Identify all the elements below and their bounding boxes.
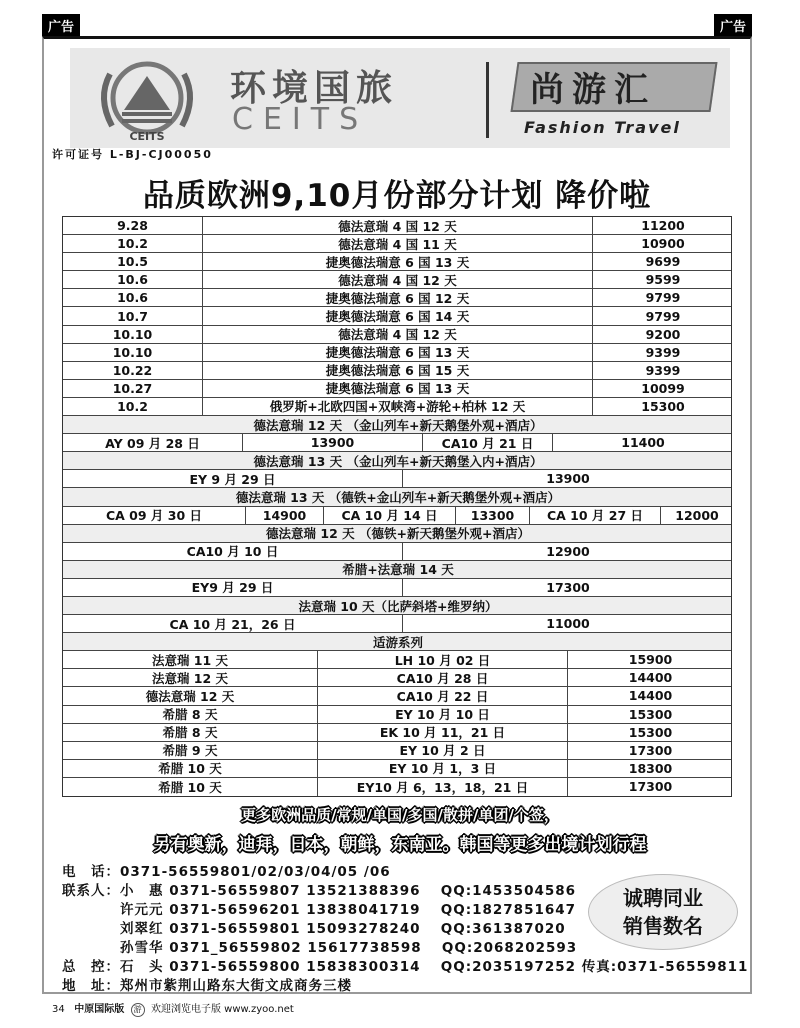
table-row bbox=[63, 362, 731, 380]
table-cell: 15300 bbox=[628, 706, 673, 722]
table-cell: 9599 bbox=[645, 272, 681, 288]
license-number: 许可证号 L-BJ-CJ00050 bbox=[52, 148, 213, 161]
section-header-row bbox=[63, 488, 731, 506]
table-cell: 13900 bbox=[546, 471, 590, 487]
table-cell: 11400 bbox=[621, 435, 665, 451]
table-cell: 11000 bbox=[546, 616, 590, 632]
table-cell: 15300 bbox=[641, 398, 685, 414]
table-row bbox=[63, 615, 731, 633]
table-cell: 法意瑞 12 天 bbox=[63, 669, 318, 686]
table-row bbox=[63, 742, 731, 760]
table-cell: 捷奥德法瑞意 6 国 14 天 bbox=[203, 307, 593, 324]
table-cell: 法意瑞 10 天（比萨斜塔+维罗纳） bbox=[298, 598, 498, 614]
table-row bbox=[63, 706, 731, 724]
table-row bbox=[63, 217, 731, 235]
section-name: 中原国际版 bbox=[74, 1004, 125, 1015]
table-cell: 捷奥德法瑞意 6 国 13 天 bbox=[203, 344, 593, 361]
table-cell: 捷奥德法瑞意 6 国 12 天 bbox=[203, 289, 593, 306]
badge-name-cn: 尚游汇 bbox=[530, 70, 656, 110]
section-header-row bbox=[63, 525, 731, 543]
table-cell: 10.5 bbox=[63, 253, 203, 270]
table-cell: LH 10 月 02 日 bbox=[318, 651, 568, 668]
table-row bbox=[63, 724, 731, 742]
contact-person-1: 联系人：小 惠 0371-56559807 13521388396 QQ:1453504586 bbox=[62, 883, 577, 899]
table-cell: CA 09 月 30 日 bbox=[63, 507, 246, 524]
ad-tag-left: 广告 bbox=[42, 14, 80, 36]
table-cell: 10.6 bbox=[63, 271, 203, 288]
emblem-text: CEITS bbox=[129, 130, 165, 142]
table-cell: AY 09 月 28 日 bbox=[63, 434, 243, 451]
itinerary-table bbox=[62, 216, 732, 797]
table-cell: 12900 bbox=[546, 543, 590, 559]
table-cell: 德法意瑞 12 天 （金山列车+新天鹅堡外观+酒店） bbox=[253, 417, 543, 433]
promo-line-2: 另有奥新，迪拜，日本，朝鲜，东南亚。韩国等更多出境计划行程 bbox=[153, 835, 647, 855]
table-cell: 9799 bbox=[645, 308, 681, 324]
table-cell: 德法意瑞 12 天 bbox=[63, 687, 318, 704]
table-cell: 希腊+法意瑞 14 天 bbox=[342, 562, 454, 578]
table-cell: EY 10 月 1，3 日 bbox=[318, 760, 568, 777]
table-cell: 俄罗斯+北欧四国+双峡湾+游轮+柏林 12 天 bbox=[203, 398, 593, 415]
table-row bbox=[63, 579, 731, 597]
table-cell: 10900 bbox=[641, 236, 685, 252]
table-cell: 希腊 10 天 bbox=[63, 760, 318, 777]
table-cell: 希腊 10 天 bbox=[63, 778, 318, 796]
section-header-row bbox=[63, 633, 731, 651]
table-row bbox=[63, 760, 731, 778]
table-cell: CA 10 月 14 日 bbox=[324, 507, 456, 524]
table-cell: 10.22 bbox=[63, 362, 203, 379]
table-cell: 10.6 bbox=[63, 289, 203, 306]
table-cell: 10.7 bbox=[63, 307, 203, 324]
table-cell: 18300 bbox=[628, 760, 673, 776]
brand-name-en: CEITS bbox=[232, 102, 369, 137]
table-cell: 10.2 bbox=[63, 235, 203, 252]
divider bbox=[486, 62, 489, 138]
footer-text: 欢迎浏览电子版 www.zyoo.net bbox=[151, 1004, 294, 1015]
table-cell: CA10 月 21 日 bbox=[423, 434, 553, 451]
table-cell: 10.27 bbox=[63, 380, 203, 397]
table-cell: 10099 bbox=[641, 380, 685, 396]
table-cell: 11200 bbox=[641, 218, 685, 234]
table-cell: 捷奥德法瑞意 6 国 15 天 bbox=[203, 362, 593, 379]
table-cell: 9699 bbox=[645, 254, 681, 270]
table-cell: 德法意瑞 13 天 （德铁+金山列车+新天鹅堡外观+酒店） bbox=[235, 489, 561, 505]
table-cell: 9.28 bbox=[63, 217, 203, 234]
contact-phone: 电 话：0371-56559801/02/03/04/05 /06 bbox=[62, 864, 391, 880]
table-row bbox=[63, 289, 731, 307]
table-cell: EY 10 月 2 日 bbox=[318, 742, 568, 759]
table-cell: CA10 月 10 日 bbox=[63, 543, 403, 560]
table-cell: 14900 bbox=[246, 507, 324, 524]
table-cell: 德法意瑞 13 天 （金山列车+新天鹅堡入内+酒店） bbox=[253, 453, 543, 469]
table-cell: 10.10 bbox=[63, 326, 203, 343]
table-cell: 9200 bbox=[645, 326, 681, 342]
table-row bbox=[63, 651, 731, 669]
table-cell: 希腊 9 天 bbox=[63, 742, 318, 759]
table-cell: 17300 bbox=[628, 742, 673, 758]
table-row bbox=[63, 235, 731, 253]
table-cell: 9799 bbox=[645, 290, 681, 306]
table-cell: 12000 bbox=[675, 507, 719, 523]
recruit-bubble bbox=[588, 874, 738, 950]
page-footer bbox=[52, 1000, 294, 1017]
section-header-row bbox=[63, 597, 731, 615]
logo-banner bbox=[70, 48, 730, 148]
table-cell: 17300 bbox=[628, 779, 673, 795]
table-cell: EY9 月 29 日 bbox=[63, 579, 403, 596]
table-cell: 德法意瑞 4 国 12 天 bbox=[203, 271, 593, 288]
table-row bbox=[63, 434, 731, 452]
table-row bbox=[63, 307, 731, 325]
table-row bbox=[63, 470, 731, 488]
brand-name-cn: 环境国旅 bbox=[230, 68, 399, 109]
table-cell: CA10 月 28 日 bbox=[318, 669, 568, 686]
table-cell: 德法意瑞 4 国 12 天 bbox=[203, 326, 593, 343]
table-row bbox=[63, 380, 731, 398]
table-row bbox=[63, 271, 731, 289]
section-header-row bbox=[63, 561, 731, 579]
table-row bbox=[63, 344, 731, 362]
table-cell: CA10 月 22 日 bbox=[318, 687, 568, 704]
table-row bbox=[63, 669, 731, 687]
table-cell: 希腊 8 天 bbox=[63, 706, 318, 723]
table-cell: 15300 bbox=[628, 724, 673, 740]
table-cell: 10.2 bbox=[63, 398, 203, 415]
badge-name-en: Fashion Travel bbox=[524, 118, 681, 137]
ad-tag-right: 广告 bbox=[714, 14, 752, 36]
recruit-line-1: 诚聘同业 bbox=[623, 886, 703, 910]
table-cell: 法意瑞 11 天 bbox=[63, 651, 318, 668]
contact-person-2: 许元元 0371-56596201 13838041719 QQ:1827851647 bbox=[62, 902, 577, 918]
section-header-row bbox=[63, 452, 731, 470]
table-cell: 德法意瑞 4 国 12 天 bbox=[203, 217, 593, 234]
table-row bbox=[63, 687, 731, 705]
contact-address: 地 址：郑州市紫荆山路东大街文成商务三楼 bbox=[62, 978, 352, 994]
table-cell: 10.10 bbox=[63, 344, 203, 361]
table-row bbox=[63, 253, 731, 271]
table-cell: 13300 bbox=[456, 507, 530, 524]
table-cell: 9399 bbox=[645, 362, 681, 378]
promo-line-1: 更多欧洲品质/常规/单国/多国/散拼/单团/个签， bbox=[241, 806, 559, 824]
contact-general: 总 控：石 头 0371-56559800 15838300314 QQ:2035197252 传真:0371-56559811 bbox=[62, 959, 749, 975]
table-cell: EY10 月 6，13，18，21 日 bbox=[318, 778, 568, 796]
table-cell: 德法意瑞 12 天 （德铁+新天鹅堡外观+酒店） bbox=[266, 526, 530, 542]
page-number: 34 bbox=[52, 1004, 65, 1015]
table-cell: CA 10 月 27 日 bbox=[530, 507, 661, 524]
table-cell: EY 9 月 29 日 bbox=[63, 470, 403, 487]
table-row bbox=[63, 543, 731, 561]
section-header-row bbox=[63, 416, 731, 434]
table-row bbox=[63, 507, 731, 525]
contact-person-4: 孙雪华 0371_56559802 15617738598 QQ:2068202593 bbox=[62, 940, 578, 956]
table-cell: 15900 bbox=[628, 652, 673, 668]
table-row bbox=[63, 398, 731, 416]
table-cell: 捷奥德法瑞意 6 国 13 天 bbox=[203, 253, 593, 270]
footer-mark-icon: 游 bbox=[131, 1003, 145, 1017]
table-cell: 14400 bbox=[628, 670, 673, 686]
table-cell: EK 10 月 11，21 日 bbox=[318, 724, 568, 741]
table-cell: 14400 bbox=[628, 688, 673, 704]
table-cell: CA 10 月 21，26 日 bbox=[63, 615, 403, 632]
table-cell: EY 10 月 10 日 bbox=[318, 706, 568, 723]
table-cell: 9399 bbox=[645, 344, 681, 360]
table-row bbox=[63, 778, 731, 796]
recruit-line-2: 销售数名 bbox=[623, 914, 703, 938]
headline: 品质欧洲9,10月份部分计划 降价啦 bbox=[142, 178, 652, 214]
table-row bbox=[63, 326, 731, 344]
table-cell: 希腊 8 天 bbox=[63, 724, 318, 741]
contact-person-3: 刘翠红 0371-56559801 15093278240 QQ:361387020 bbox=[62, 921, 566, 937]
table-cell: 适游系列 bbox=[372, 634, 423, 650]
table-cell: 13900 bbox=[243, 434, 423, 451]
table-cell: 德法意瑞 4 国 11 天 bbox=[203, 235, 593, 252]
table-cell: 捷奥德法瑞意 6 国 13 天 bbox=[203, 380, 593, 397]
ceits-emblem-icon bbox=[82, 54, 212, 142]
table-cell: 17300 bbox=[546, 579, 590, 595]
